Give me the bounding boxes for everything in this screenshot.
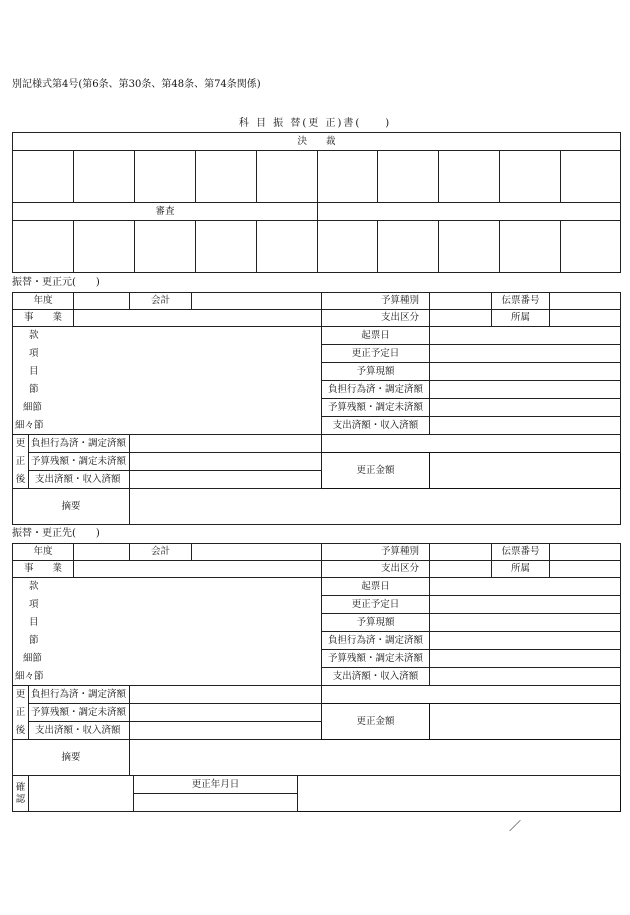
nendo-label: 年度 [13, 544, 74, 561]
after-futan-label: 負担行為済・調定済額 [29, 686, 130, 704]
zangaku-label: 予算残額・調定未済額 [322, 650, 430, 668]
after-char-3: 後 [13, 471, 29, 489]
after-futan-label: 負担行為済・調定済額 [29, 435, 130, 453]
kihyobi-value[interactable] [430, 327, 621, 345]
saisaisetsu-label: 細々節 [13, 668, 74, 686]
zangaku-value[interactable] [430, 399, 621, 417]
kan-value[interactable] [74, 327, 322, 345]
kihyobi-value[interactable] [430, 578, 621, 596]
kaikei-label: 会計 [130, 293, 192, 310]
futan-value[interactable] [430, 381, 621, 399]
review-stamp-cell[interactable] [500, 221, 561, 273]
yosan-gengaku-value[interactable] [430, 363, 621, 381]
kan-label: 款 [13, 327, 74, 345]
denpyo-bango-value[interactable] [550, 293, 621, 310]
dest-section-label: 振替・更正先( ) [12, 528, 100, 539]
decision-stamp-cell[interactable] [439, 151, 500, 203]
decision-stamp-cell[interactable] [500, 151, 561, 203]
after-blank [322, 686, 621, 704]
kaikei-label: 会計 [130, 544, 192, 561]
tekiyo-label: 摘要 [13, 740, 130, 776]
futan-label: 負担行為済・調定済額 [322, 632, 430, 650]
setsu-value[interactable] [74, 632, 322, 650]
after-char-1: 更 [13, 435, 29, 453]
after-char-2: 正 [13, 704, 29, 722]
review-stamp-cell[interactable] [135, 221, 196, 273]
moku-label: 目 [13, 614, 74, 632]
decision-stamp-cell[interactable] [378, 151, 439, 203]
shozoku-value[interactable] [550, 310, 621, 327]
saisaisetsu-value[interactable] [74, 668, 322, 686]
kaikei-value[interactable] [192, 544, 322, 561]
jigyo-label: 事 業 [13, 310, 74, 327]
after-futan-value[interactable] [130, 686, 322, 704]
after-shishutsu-label: 支出済額・収入済額 [29, 722, 130, 740]
kou-label: 項 [13, 345, 74, 363]
kosei-nengappi-value[interactable] [134, 794, 298, 812]
decision-header: 決 裁 [13, 133, 621, 151]
after-shishutsu-label: 支出済額・収入済額 [29, 471, 130, 489]
saisetsu-value[interactable] [74, 650, 322, 668]
kan-value[interactable] [74, 578, 322, 596]
shozoku-label: 所属 [492, 310, 550, 327]
after-zangaku-value[interactable] [130, 704, 322, 722]
kakunin-char-2: 認 [15, 793, 26, 805]
yosan-gengaku-value[interactable] [430, 614, 621, 632]
decision-stamp-cell[interactable] [196, 151, 257, 203]
yosan-shubetsu-label: 予算種別 [322, 544, 430, 561]
shishutsu-zumi-label: 支出済額・収入済額 [322, 417, 430, 435]
shishutsu-zumi-value[interactable] [430, 417, 621, 435]
yosan-shubetsu-value[interactable] [430, 544, 492, 561]
decision-stamp-cell[interactable] [74, 151, 135, 203]
kosei-yoteibi-value[interactable] [430, 596, 621, 614]
after-char-3: 後 [13, 722, 29, 740]
jigyo-value[interactable] [74, 310, 322, 327]
review-stamp-cell[interactable] [74, 221, 135, 273]
denpyo-bango-value[interactable] [550, 544, 621, 561]
futan-value[interactable] [430, 632, 621, 650]
review-stamp-cell[interactable] [439, 221, 500, 273]
saisetsu-value[interactable] [74, 399, 322, 417]
jigyo-label: 事 業 [13, 561, 74, 578]
review-stamp-cell[interactable] [196, 221, 257, 273]
confirmation-table [12, 775, 621, 812]
kou-label: 項 [13, 596, 74, 614]
shishutsu-kubun-value[interactable] [430, 561, 492, 578]
review-stamp-cell[interactable] [318, 221, 378, 273]
saisetsu-label: 細節 [13, 650, 74, 668]
decision-stamp-cell[interactable] [257, 151, 318, 203]
denpyo-bango-label: 伝票番号 [492, 544, 550, 561]
kaikei-value[interactable] [192, 293, 322, 310]
review-header: 審査 [13, 203, 318, 221]
saisetsu-label: 細節 [13, 399, 74, 417]
tekiyo-value[interactable] [130, 740, 621, 776]
review-stamp-cell[interactable] [13, 221, 74, 273]
kosei-kingaku-label: 更正金額 [322, 453, 430, 489]
review-header-blank [318, 203, 621, 221]
denpyo-bango-label: 伝票番号 [492, 293, 550, 310]
shozoku-label: 所属 [492, 561, 550, 578]
futan-label: 負担行為済・調定済額 [322, 381, 430, 399]
kihyobi-label: 起票日 [322, 578, 430, 596]
nendo-value[interactable] [74, 544, 130, 561]
yosan-shubetsu-value[interactable] [430, 293, 492, 310]
kosei-kingaku-label: 更正金額 [322, 704, 430, 740]
shishutsu-zumi-label: 支出済額・収入済額 [322, 668, 430, 686]
shozoku-value[interactable] [550, 561, 621, 578]
zangaku-value[interactable] [430, 650, 621, 668]
saisaisetsu-label: 細々節 [13, 417, 74, 435]
after-zangaku-label: 予算残額・調定未済額 [29, 453, 130, 471]
shishutsu-kubun-label: 支出区分 [322, 561, 430, 578]
after-zangaku-label: 予算残額・調定未済額 [29, 704, 130, 722]
after-shishutsu-value[interactable] [130, 722, 322, 740]
nendo-value[interactable] [74, 293, 130, 310]
after-char-2: 正 [13, 453, 29, 471]
approval-table [12, 132, 621, 273]
review-stamp-cell[interactable] [257, 221, 318, 273]
review-stamp-cell[interactable] [561, 221, 621, 273]
moku-value[interactable] [74, 614, 322, 632]
kihyobi-label: 起票日 [322, 327, 430, 345]
decision-stamp-cell[interactable] [318, 151, 378, 203]
kosei-yoteibi-label: 更正予定日 [322, 345, 430, 363]
kou-value[interactable] [74, 596, 322, 614]
moku-label: 目 [13, 363, 74, 381]
kakunin-char-1: 確 [15, 781, 26, 793]
setsu-label: 節 [13, 381, 74, 399]
after-futan-value[interactable] [130, 435, 322, 453]
shishutsu-kubun-value[interactable] [430, 310, 492, 327]
yosan-gengaku-label: 予算現額 [322, 614, 430, 632]
source-section-label: 振替・更正元( ) [12, 277, 100, 288]
kan-label: 款 [13, 578, 74, 596]
after-shishutsu-value[interactable] [130, 471, 322, 489]
moku-value[interactable] [74, 363, 322, 381]
setsu-value[interactable] [74, 381, 322, 399]
kakunin-label [13, 776, 29, 812]
review-stamp-cell[interactable] [378, 221, 439, 273]
source-table [12, 292, 621, 525]
footer-mark: ／ [509, 819, 522, 833]
kosei-kingaku-value[interactable] [430, 453, 621, 489]
after-zangaku-value[interactable] [130, 453, 322, 471]
zangaku-label: 予算残額・調定未済額 [322, 399, 430, 417]
confirmation-blank [298, 776, 621, 812]
decision-stamp-cell[interactable] [135, 151, 196, 203]
kosei-kingaku-value[interactable] [430, 704, 621, 740]
saisaisetsu-value[interactable] [74, 417, 322, 435]
yosan-gengaku-label: 予算現額 [322, 363, 430, 381]
kou-value[interactable] [74, 345, 322, 363]
tekiyo-value[interactable] [130, 489, 621, 525]
after-blank [322, 435, 621, 453]
jigyo-value[interactable] [74, 561, 322, 578]
yosan-shubetsu-label: 予算種別 [322, 293, 430, 310]
form-title: 科 目 振 替(更 正)書( ) [238, 118, 392, 129]
kosei-yoteibi-value[interactable] [430, 345, 621, 363]
after-char-1: 更 [13, 686, 29, 704]
decision-stamp-cell[interactable] [13, 151, 74, 203]
shishutsu-zumi-value[interactable] [430, 668, 621, 686]
tekiyo-label: 摘要 [13, 489, 130, 525]
setsu-label: 節 [13, 632, 74, 650]
decision-stamp-cell[interactable] [561, 151, 621, 203]
dest-table [12, 543, 621, 776]
nendo-label: 年度 [13, 293, 74, 310]
kosei-yoteibi-label: 更正予定日 [322, 596, 430, 614]
shishutsu-kubun-label: 支出区分 [322, 310, 430, 327]
kakunin-value[interactable] [29, 776, 134, 812]
form-reference: 別記様式第4号(第6条、第30条、第48条、第74条関係) [12, 79, 261, 90]
kosei-nengappi-label: 更正年月日 [134, 776, 298, 794]
